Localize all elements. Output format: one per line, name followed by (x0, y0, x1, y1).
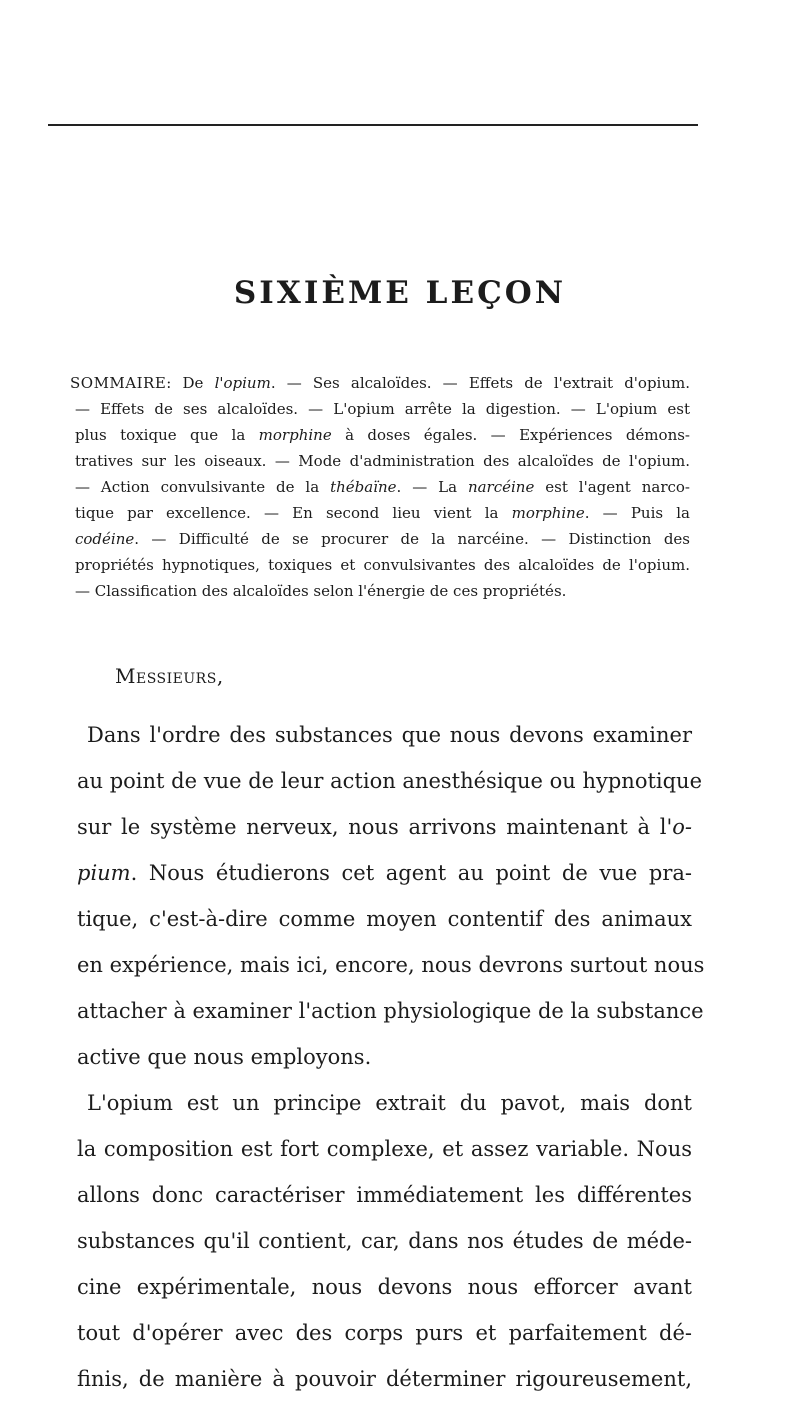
summary-line: — Action convulsivante de la thébaïne. — La narcéine est l'agent narco- (75, 478, 691, 496)
body-line: tique, c'est-à-dire comme moyen contentif des animaux (77, 907, 692, 931)
body-line: allons donc caractériser immédiatement les différentes (77, 1183, 692, 1207)
summary-line: codéine. — Difficulté de se procurer de la narcéine. — Distinction des (75, 530, 690, 548)
lesson-title: SIXIÈME LEÇON (233, 275, 567, 311)
body-line: attacher à examiner l'action physiologique de la substance (77, 999, 704, 1023)
summary-line: tique par excellence. — En second lieu vient la morphine. — Puis la (75, 504, 690, 522)
body-line: cine expérimentale, nous devons nous efforcer avant (77, 1275, 692, 1299)
summary-line: SOMMAIRE: De l'opium. — Ses alcaloïdes. — Effets de l'extrait d'opium. (70, 374, 690, 392)
body-line: L'opium est un principe extrait du pavot, mais dont (87, 1091, 692, 1115)
body-line: sur le système nerveux, nous arrivons maintenant à l'o- (77, 815, 692, 839)
body-line: tout d'opérer avec des corps purs et parfaitement dé- (77, 1321, 692, 1345)
body-paragraphs (77, 712, 705, 1402)
body-line: en expérience, mais ici, encore, nous devrons surtout nous (77, 953, 705, 977)
summary-line: plus toxique que la morphine à doses égales. — Expériences démons- (75, 426, 690, 444)
summary-label: SOMMAIRE (70, 374, 167, 392)
summary-line: propriétés hypnotiques, toxiques et convulsivantes des alcaloïdes de l'opium. (75, 556, 690, 574)
salutation: Messieurs, (115, 664, 224, 688)
body-line: active que nous employons. (77, 1045, 372, 1069)
body-line: la composition est fort complexe, et assez variable. Nous (77, 1137, 692, 1161)
summary-block (70, 370, 691, 604)
body-line: pium. Nous étudierons cet agent au point de vue pra- (77, 861, 692, 885)
summary-line: tratives sur les oiseaux. — Mode d'administration des alcaloïdes de l'opium. (75, 452, 690, 470)
body-line: au point de vue de leur action anesthésique ou hypnotique (77, 769, 703, 793)
summary-line: — Classification des alcaloïdes selon l'énergie de ces propriétés. (75, 582, 567, 600)
summary-line: — Effets de ses alcaloïdes. — L'opium arrête la digestion. — L'opium est (75, 400, 690, 418)
body-line: Dans l'ordre des substances que nous devons examiner (87, 723, 692, 747)
body-line: finis, de manière à pouvoir déterminer rigoureusement, (77, 1367, 692, 1391)
header-rule (48, 124, 698, 126)
body-line: substances qu'il contient, car, dans nos études de méde- (77, 1229, 692, 1253)
